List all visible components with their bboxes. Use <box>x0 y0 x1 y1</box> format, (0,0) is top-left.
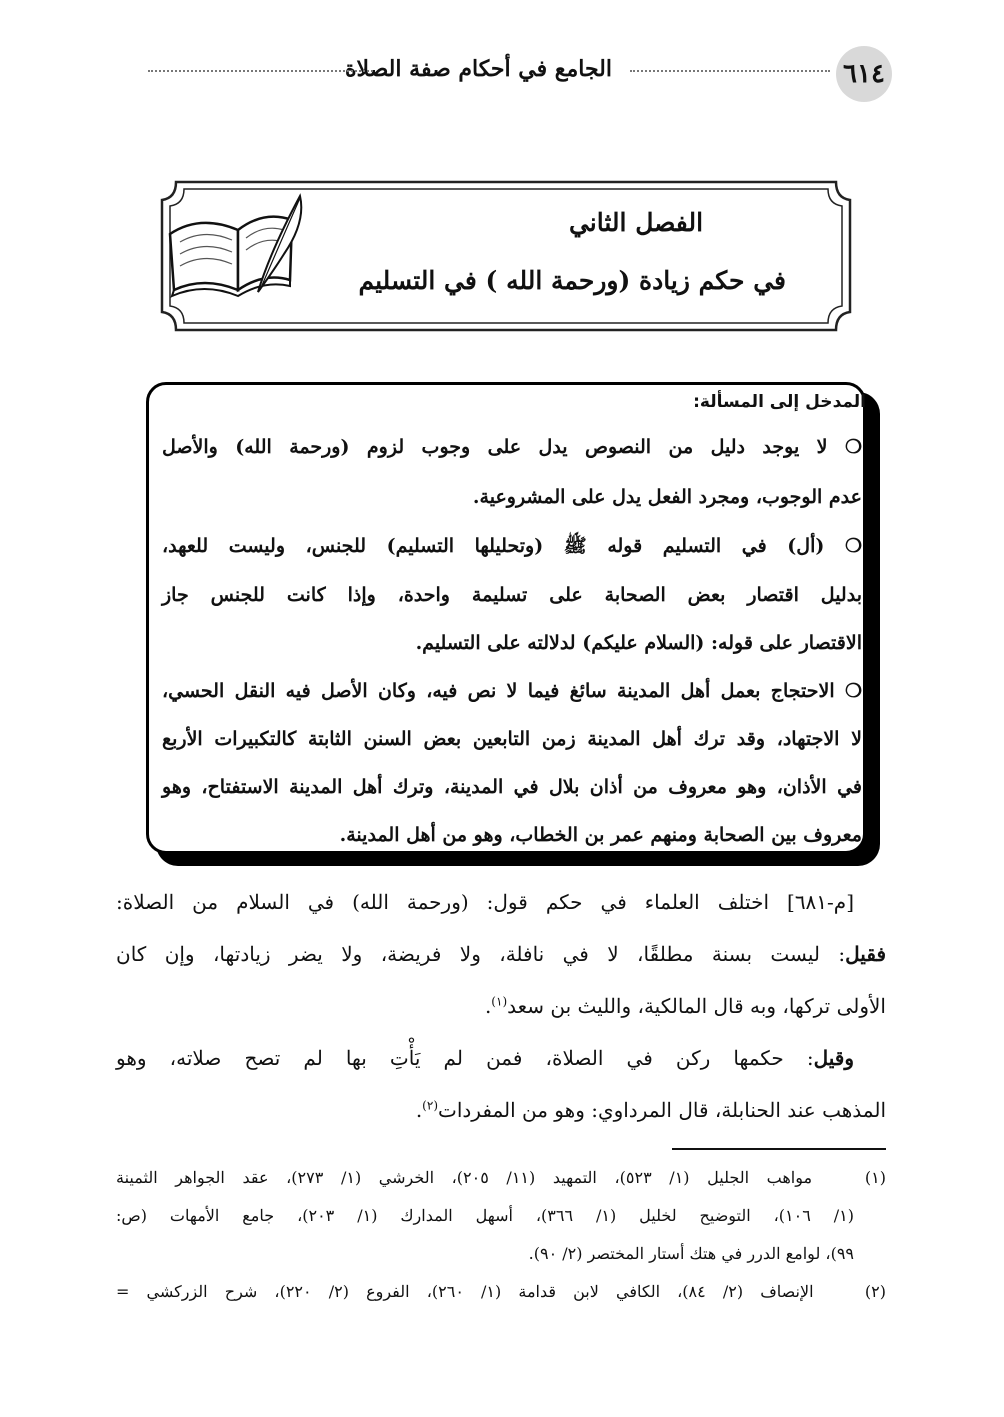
intro-line-4: بدليل اقتصار بعض الصحابة على تسليمة واحدة، وإذا كانت للجنس جاز <box>162 584 862 606</box>
bullet-icon: ❍ <box>844 535 862 557</box>
footnote-separator <box>672 1148 886 1150</box>
body-line-1: [م-٦٨١] اختلف العلماء في حكم قول: (ورحمة الله) في السلام من الصلاة: <box>116 890 854 914</box>
bullet-icon: ❍ <box>844 680 862 702</box>
body-line-4: وقيل: حكمها ركن في الصلاة، فمن لم يَأْتِ بها لم تصح صلاته، وهو <box>116 1046 854 1070</box>
body-line-3: الأولى تركها، وبه قال المالكية، والليث بن سعد$^{(١)}$. <box>484 994 886 1018</box>
footnote-2-marker: (٢) <box>864 1282 887 1301</box>
footnote-1-marker: (١) <box>864 1168 887 1187</box>
page-number: ٦١٤ <box>836 46 892 102</box>
term-fa-qeel: فقيل <box>845 942 886 966</box>
footnote-ref-2[interactable]: (٢) <box>422 1098 438 1113</box>
header-dots-left <box>148 70 373 72</box>
intro-heading: المدخل إلى المسألة: <box>693 392 866 412</box>
header-dots-right <box>630 70 830 72</box>
intro-line-5: الاقتصار على قوله: (السلام عليكم) لدلالته على التسليم. <box>415 632 862 654</box>
footnote-ref-1[interactable]: (١) <box>491 994 508 1009</box>
intro-line-6: ❍ الاحتجاج بعمل أهل المدينة سائغ فيما لا نص فيه، وكان الأصل فيه النقل الحسي، <box>162 680 862 702</box>
chapter-subtitle: في حكم زيادة (ورحمة الله ) في التسليم <box>358 266 786 295</box>
intro-line-3: ❍ (أل) في التسليم قوله ﷺ (وتحليلها التسليم) للجنس، وليست للعهد، <box>162 535 862 557</box>
running-title: الجامع في أحكام صفة الصلاة <box>344 56 612 82</box>
footnote-1-line-1: (١) مواهب الجليل (١/ ٥٢٣)، التمهيد (١١/ ٢٠٥)، الخرشي (١/ ٢٧٣)، عقد الجواهر الثمينة <box>116 1168 887 1187</box>
intro-line-2: عدم الوجوب، ومجرد الفعل يدل على المشروعية. <box>472 486 862 508</box>
body-line-5: المذهب عند الحنابلة، قال المرداوي: وهو من المفردات$^{(٢)}$. <box>415 1098 886 1122</box>
intro-line-7: لا الاجتهاد، وقد ترك أهل المدينة زمن التابعين بعض السنن الثابتة كالتكبيرات الأربع <box>162 728 862 750</box>
body-line-2: فقيل: ليست بسنة مطلقًا، لا في نافلة، ولا فريضة، ولا يضر زيادتها، وإن كان <box>116 942 886 966</box>
intro-line-1: ❍ لا يوجد دليل من النصوص يدل على وجوب لزوم (ورحمة الله) والأصل <box>162 436 862 458</box>
bullet-icon: ❍ <box>844 436 862 458</box>
book-quill-icon <box>160 192 310 302</box>
footnote-1-line-2: (١/ ١٠٦)، التوضيح لخليل (١/ ٣٦٦)، أسهل المدارك (١/ ٢٠٣)، جامع الأمهات (ص: <box>116 1206 854 1225</box>
intro-line-8: في الأذان، وهو معروف من أذان بلال في المدينة، وترك أهل المدينة الاستفتاح، وهو <box>162 776 862 798</box>
footnote-1-line-3: ٩٩)، لوامع الدرر في هتك أستار المختصر (٢/ ٩٠). <box>528 1244 854 1263</box>
footnote-2-line-1: (٢) الإنصاف (٢/ ٨٤)، الكافي لابن قدامة (١/ ٢٦٠)، الفروع (٢/ ٢٢٠)، شرح الزركشي = <box>116 1282 887 1301</box>
intro-line-9: معروف بين الصحابة ومنهم عمر بن الخطاب، وهو من أهل المدينة. <box>339 824 862 846</box>
term-wa-qeel: وقيل <box>813 1046 854 1070</box>
chapter-title: الفصل الثاني <box>568 208 704 237</box>
